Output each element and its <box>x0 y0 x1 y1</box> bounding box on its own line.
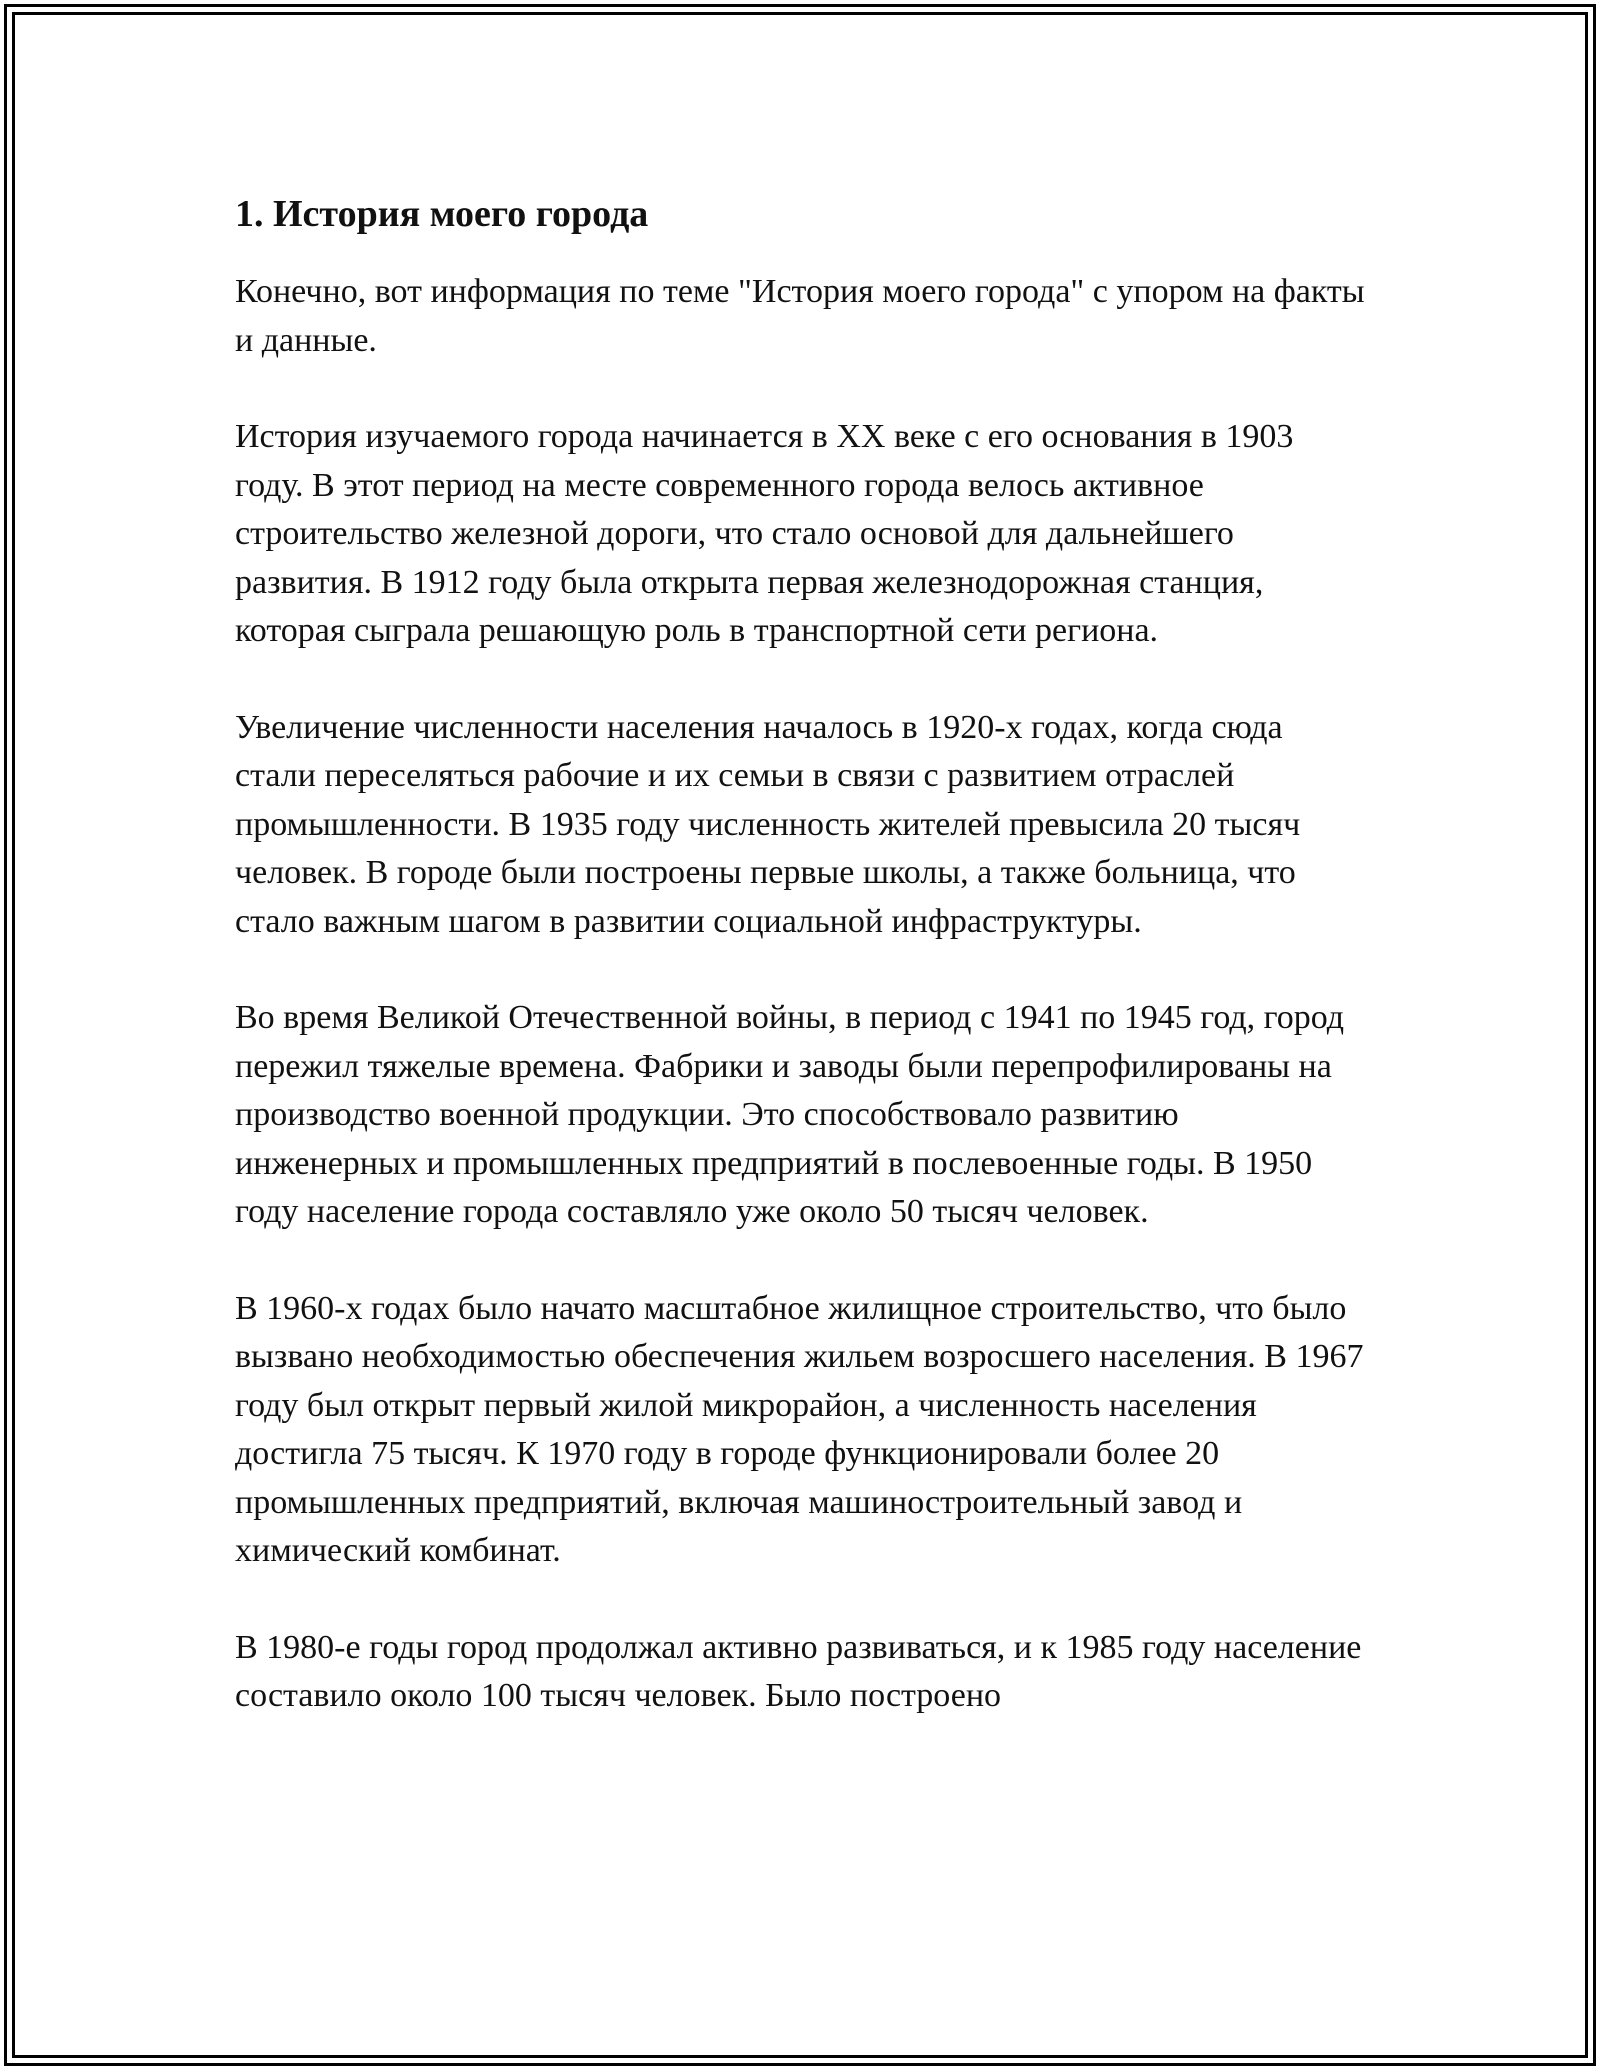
paragraph-war-years: Во время Великой Отечественной войны, в период с 1941 по 1945 год, город пережил тяжелые времена. Фабрики и заводы были перепрофилированы на производство военной продукции. Это способствовало развитию инженерных и промышленных предприятий в послевоенные годы. В 1950 году население города составляло уже около 50 тысяч человек. <box>235 999 1345 1230</box>
paragraph-population-growth: Увеличение численности населения началось в 1920-х годах, когда сюда стали переселяться рабочие и их семьи в связи с развитием отраслей промышленности. В 1935 году численность жителей превысила 20 тысяч человек. В городе были построены первые школы, а также больница, что стало важным шагом в развитии социальной инфраструктуры. <box>235 708 1301 940</box>
paragraph-founding: История изучаемого города начинается в XX веке с его основания в 1903 году. В этот период на месте современного города велось активное строительство железной дороги, что стало основой для дальнейшего развития. В 1912 году была открыта первая железнодорожная станция, которая сыграла решающую роль в транспортной сети региона. <box>235 418 1294 649</box>
document-body <box>235 186 1365 1769</box>
document-title: 1. История моего города <box>235 193 649 235</box>
paragraph-intro: Конечно, вот информация по теме "История моего города" с упором на факты и данные. <box>235 273 1365 359</box>
paragraph-housing-construction: В 1960-х годах было начато масштабное жилищное строительство, что было вызвано необходимостью обеспечения жильем возросшего населения. В 1967 году был открыт первый жилой микрорайон, а численность населения достигла 75 тысяч. К 1970 году в городе функционировали более 20 промышленных предприятий, включая машиностроительный завод и химический комбинат. <box>235 1289 1364 1569</box>
paragraph-1980s: В 1980-е годы город продолжал активно развиваться, и к 1985 году население составило около 100 тысяч человек. Было построено <box>235 1628 1362 1714</box>
